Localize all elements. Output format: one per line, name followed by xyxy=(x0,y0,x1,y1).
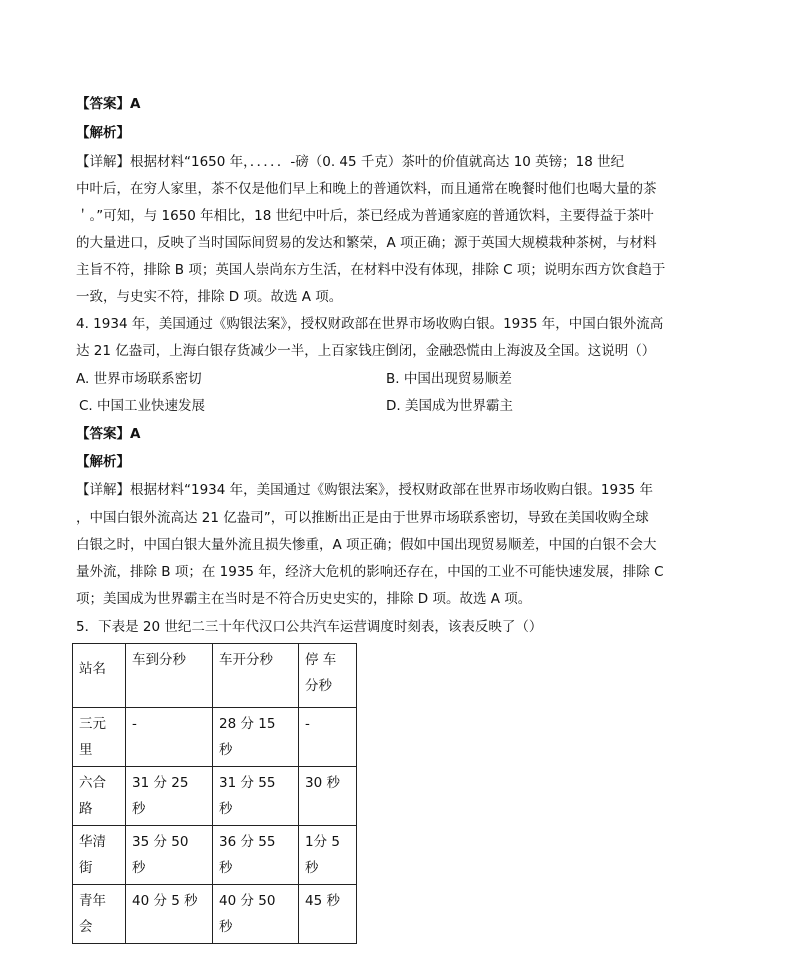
q3-analysis-line: 一致，与史实不符，排除 D 项。故选 A 项。 xyxy=(76,289,343,305)
q3-analysis-line: 【详解】根据材料“1650 年，．．．．．-磅（0. 45 千克）茶叶的价值就高达 10 英镑；18 世纪 xyxy=(76,154,625,170)
q4-analysis-title: 【解析】 xyxy=(76,454,130,470)
table-header-cell: 车到分秒 xyxy=(126,644,213,708)
q4-analysis-line: 【详解】根据材料“1934 年，美国通过《购银法案》，授权财政部在世界市场收购白银。1935 年 xyxy=(76,482,654,498)
q3-answer: 【答案】A xyxy=(76,96,141,112)
table-row xyxy=(73,826,357,885)
q3-analysis-line: 主旨不符，排除 B 项；英国人崇尚东方生活，在材料中没有体现，排除 C 项；说明东西方饮食趋于 xyxy=(76,262,666,278)
table-cell: 1分 5 秒 xyxy=(299,826,357,885)
table-cell: 华清街 xyxy=(73,826,126,885)
table-row xyxy=(73,708,357,767)
table-cell: 40 分 50 秒 xyxy=(213,885,299,944)
table-cell: 36 分 55 秒 xyxy=(213,826,299,885)
table-cell: 31 分 25 秒 xyxy=(126,767,213,826)
table-cell: 30 秒 xyxy=(299,767,357,826)
q4-stem-line: 达 21 亿盎司，上海白银存货减少一半，上百家钱庄倒闭，金融恐慌由上海波及全国。这说明（） xyxy=(76,343,656,359)
table-cell: 28 分 15 秒 xyxy=(213,708,299,767)
table-cell: 40 分 5 秒 xyxy=(126,885,213,944)
q4-option-d: D. 美国成为世界霸主 xyxy=(386,398,513,414)
q3-analysis-line: 的大量进口，反映了当时国际间贸易的发达和繁荣，A 项正确；源于英国大规模栽种茶树，与材料 xyxy=(76,235,657,251)
table-cell: 35 分 50 秒 xyxy=(126,826,213,885)
q4-option-a: A. 世界市场联系密切 xyxy=(76,371,202,387)
table-cell: 31 分 55 秒 xyxy=(213,767,299,826)
table-cell: 45 秒 xyxy=(299,885,357,944)
bus-schedule-table xyxy=(72,643,357,944)
q5-stem: 5．下表是 20 世纪二三十年代汉口公共汽车运营调度时刻表，该表反映了（） xyxy=(76,619,543,635)
table-header-cell: 车开分秒 xyxy=(213,644,299,708)
q4-analysis-line: ，中国白银外流高达 21 亿盎司”，可以推断出正是由于世界市场联系密切，导致在美国收购全球 xyxy=(76,510,649,526)
q3-analysis-line: ＇。”可知，与 1650 年相比，18 世纪中叶后，茶已经成为普通家庭的普通饮料，主要得益于茶叶 xyxy=(76,208,654,224)
table-header-cell: 站名 xyxy=(73,644,126,708)
table-cell: - xyxy=(126,708,213,767)
table-cell: 三元里 xyxy=(73,708,126,767)
q3-analysis-line: 中叶后，在穷人家里，茶不仅是他们早上和晚上的普通饮料，而且通常在晚餐时他们也喝大量的茶 xyxy=(76,181,657,197)
table-row xyxy=(73,885,357,944)
table-cell: 青年会 xyxy=(73,885,126,944)
table-cell: - xyxy=(299,708,357,767)
q4-analysis-line: 项；美国成为世界霸主在当时是不符合历史史实的，排除 D 项。故选 A 项。 xyxy=(76,591,532,607)
q4-stem-line: 4. 1934 年，美国通过《购银法案》，授权财政部在世界市场收购白银。1935 年，中国白银外流高 xyxy=(76,316,664,332)
q4-analysis-line: 白银之时，中国白银大量外流且损失惨重，A 项正确；假如中国出现贸易顺差，中国的白银不会大 xyxy=(76,537,657,553)
table-header-row xyxy=(73,644,357,708)
q4-answer: 【答案】A xyxy=(76,426,141,442)
q4-analysis-line: 量外流，排除 B 项；在 1935 年，经济大危机的影响还存在，中国的工业不可能快速发展，排除 C xyxy=(76,564,664,580)
q4-option-b: B. 中国出现贸易顺差 xyxy=(386,371,512,387)
table-row xyxy=(73,767,357,826)
q4-option-c: C. 中国工业快速发展 xyxy=(79,398,206,414)
table-cell: 六合路 xyxy=(73,767,126,826)
table-header-cell: 停 车 分秒 xyxy=(299,644,357,708)
q3-analysis-title: 【解析】 xyxy=(76,125,130,141)
